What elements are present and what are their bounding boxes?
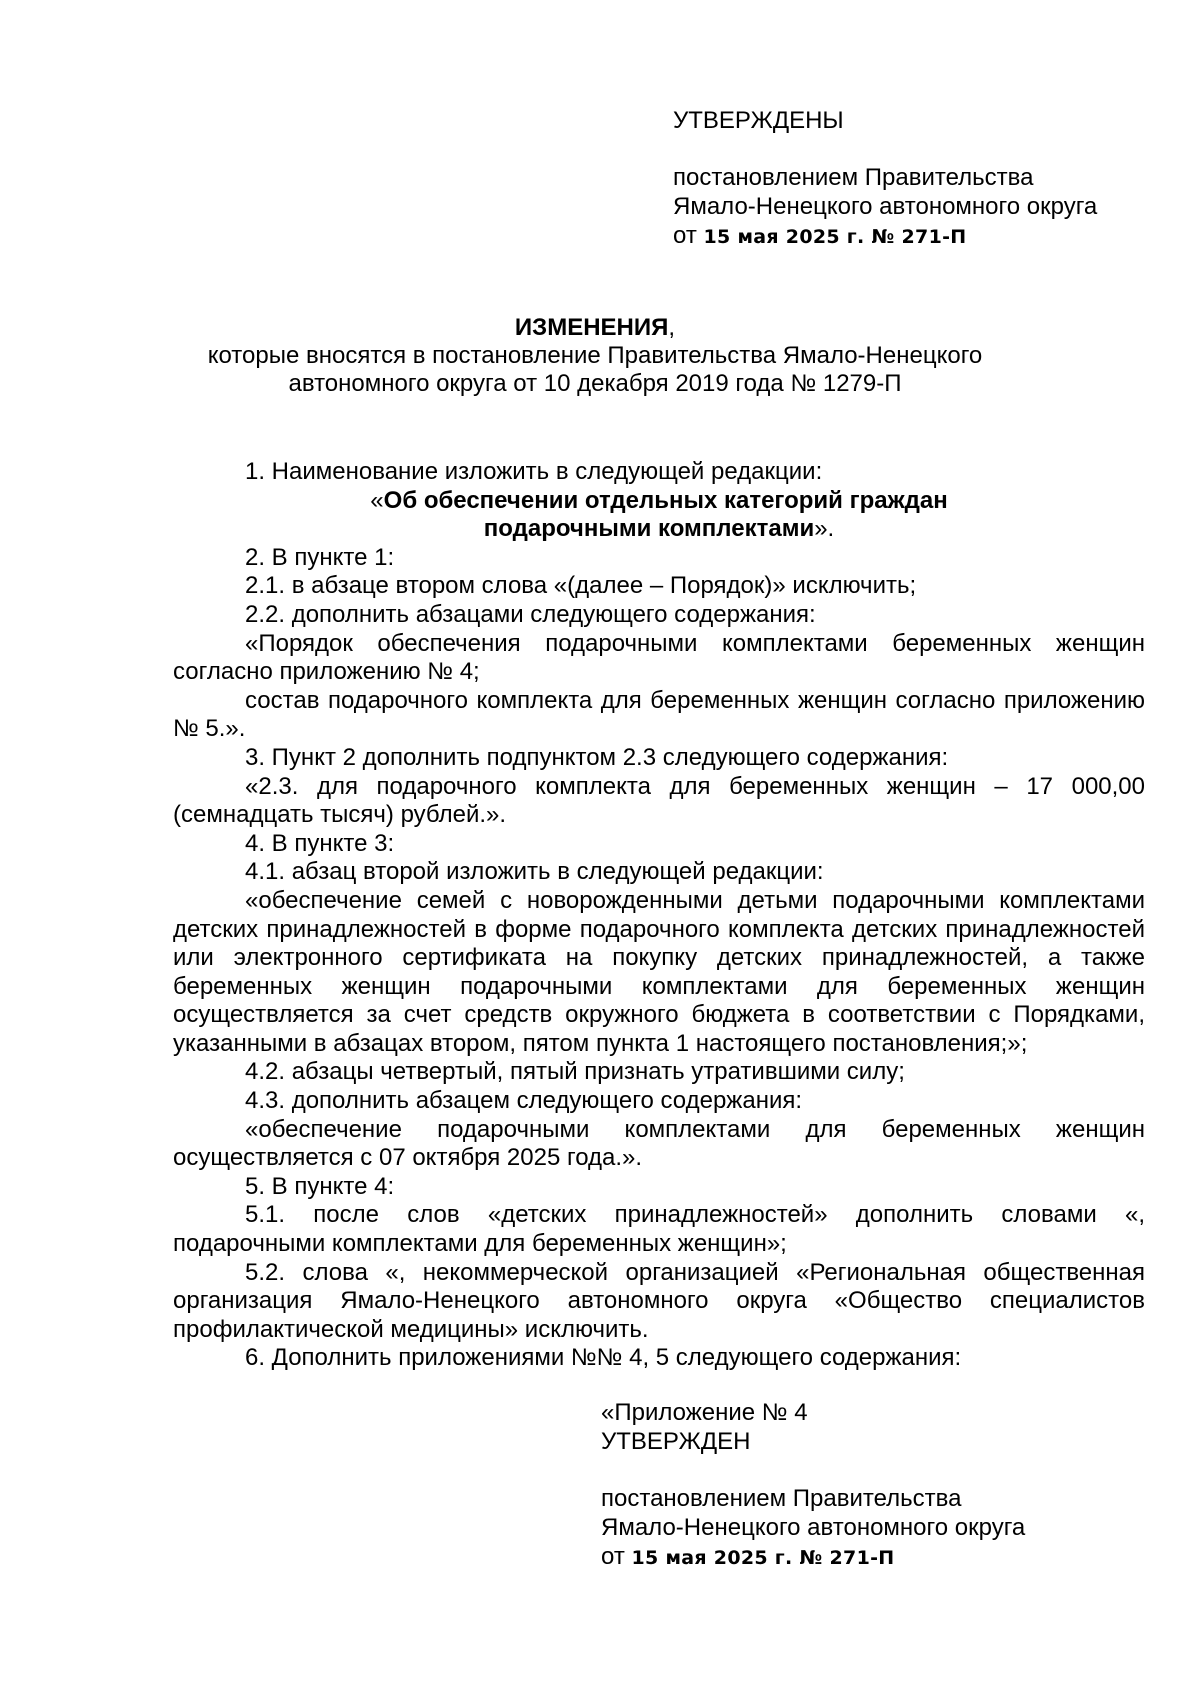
title-heading-suffix: , [668, 314, 676, 341]
paragraph-4-3: 4.3. дополнить абзацем следующего содержания: [245, 1087, 803, 1115]
paragraph-4-1-a: «обеспечение семей с новорожденными детьми подарочными комплектами детских принадлежностей в форме подарочного комплекта детских принадлежностей или электронного сертификата на покупку детских принадлежностей, а также беременных женщин подарочными комплектами для беременных женщин осуществляется за счет средств окружного бюджета в соответствии с Порядками, указанными в абзацах втором, пятом пункта 1 настоящего постановления;»; [173, 886, 1145, 1057]
paragraph-2-2: 2.2. дополнить абзацами следующего содержания: [245, 600, 816, 628]
approval-block-top [673, 106, 1193, 252]
approval-heading: УТВЕРЖДЕН [601, 1428, 751, 1455]
approval-line-2: Ямало-Ненецкого автономного округа [673, 193, 1098, 220]
approval-date-registration: 15 мая 2025 г. № 271-П [631, 1547, 895, 1569]
approval-date-prefix: от [601, 1543, 625, 1570]
paragraph-2: 2. В пункте 1: [245, 543, 395, 571]
paragraph-5-2: 5.2. слова «, некоммерческой организацией «Региональная общественная организация Ямало-Ненецкого автономного округа «Общество специалистов профилактической медицины» исключить. [173, 1258, 1145, 1343]
approval-line-1: постановлением Правительства [601, 1485, 962, 1512]
approval-line-2: Ямало-Ненецкого автономного округа [601, 1514, 1026, 1541]
paragraph-1: 1. Наименование изложить в следующей редакции: [245, 458, 823, 485]
new-name-close-quote: ». [814, 515, 835, 543]
approval-line-1: постановлением Правительства [673, 164, 1034, 191]
new-name-text-1: Об обеспечении отдельных категорий граждан [383, 486, 948, 514]
paragraph-4-3-a: «обеспечение подарочными комплектами для беременных женщин осуществляется с 07 октября 2025 года.». [173, 1115, 1145, 1172]
paragraph-2-2-b: состав подарочного комплекта для беременных женщин согласно приложению № 5.». [173, 686, 1145, 743]
paragraph-5-1: 5.1. после слов «детских принадлежностей» дополнить словами «, подарочными комплектами для беременных женщин»; [173, 1201, 1145, 1258]
approval-date-prefix: от [673, 222, 697, 249]
paragraph-5: 5. В пункте 4: [245, 1172, 395, 1200]
approval-date-registration: 15 мая 2025 г. № 271-П [703, 226, 967, 248]
approval-date-line [673, 221, 1193, 252]
paragraph-4-2: 4.2. абзацы четвертый, пятый признать утратившими силу; [245, 1058, 905, 1086]
approval-heading: УТВЕРЖДЕНЫ [673, 107, 844, 134]
approval-block-bottom [601, 1398, 1121, 1573]
paragraph-6: 6. Дополнить приложениями №№ 4, 5 следующего содержания: [245, 1344, 962, 1372]
approval-date-line [601, 1542, 1121, 1573]
annex-label: «Приложение № 4 [601, 1399, 808, 1426]
approval-gap [601, 1456, 1121, 1484]
paragraph-3: 3. Пункт 2 дополнить подпунктом 2.3 следующего содержания: [245, 743, 949, 771]
title-line-2: автономного округа от 10 декабря 2019 года № 1279-П [288, 370, 902, 397]
new-name-line-2 [173, 515, 1145, 544]
paragraph-2-1: 2.1. в абзаце втором слова «(далее – Порядок)» исключить; [245, 572, 917, 600]
paragraph-4: 4. В пункте 3: [245, 829, 395, 857]
paragraph-2-2-a: «Порядок обеспечения подарочными комплектами беременных женщин согласно приложению № 4; [173, 629, 1145, 686]
document-body [173, 458, 1145, 1373]
paragraph-4-1: 4.1. абзац второй изложить в следующей редакции: [245, 858, 824, 886]
paragraph-3-a: «2.3. для подарочного комплекта для беременных женщин – 17 000,00 (семнадцать тысяч) рублей.». [173, 772, 1145, 829]
title-line-1: которые вносятся в постановление Правительства Ямало-Ненецкого [207, 342, 983, 369]
document-title [180, 314, 1010, 398]
new-name-text-2: подарочными комплектами [483, 515, 815, 543]
new-name-line-1 [173, 487, 1145, 516]
approval-gap [673, 135, 1193, 163]
title-heading: ИЗМЕНЕНИЯ [514, 314, 669, 341]
new-name-open-quote: « [370, 486, 384, 514]
